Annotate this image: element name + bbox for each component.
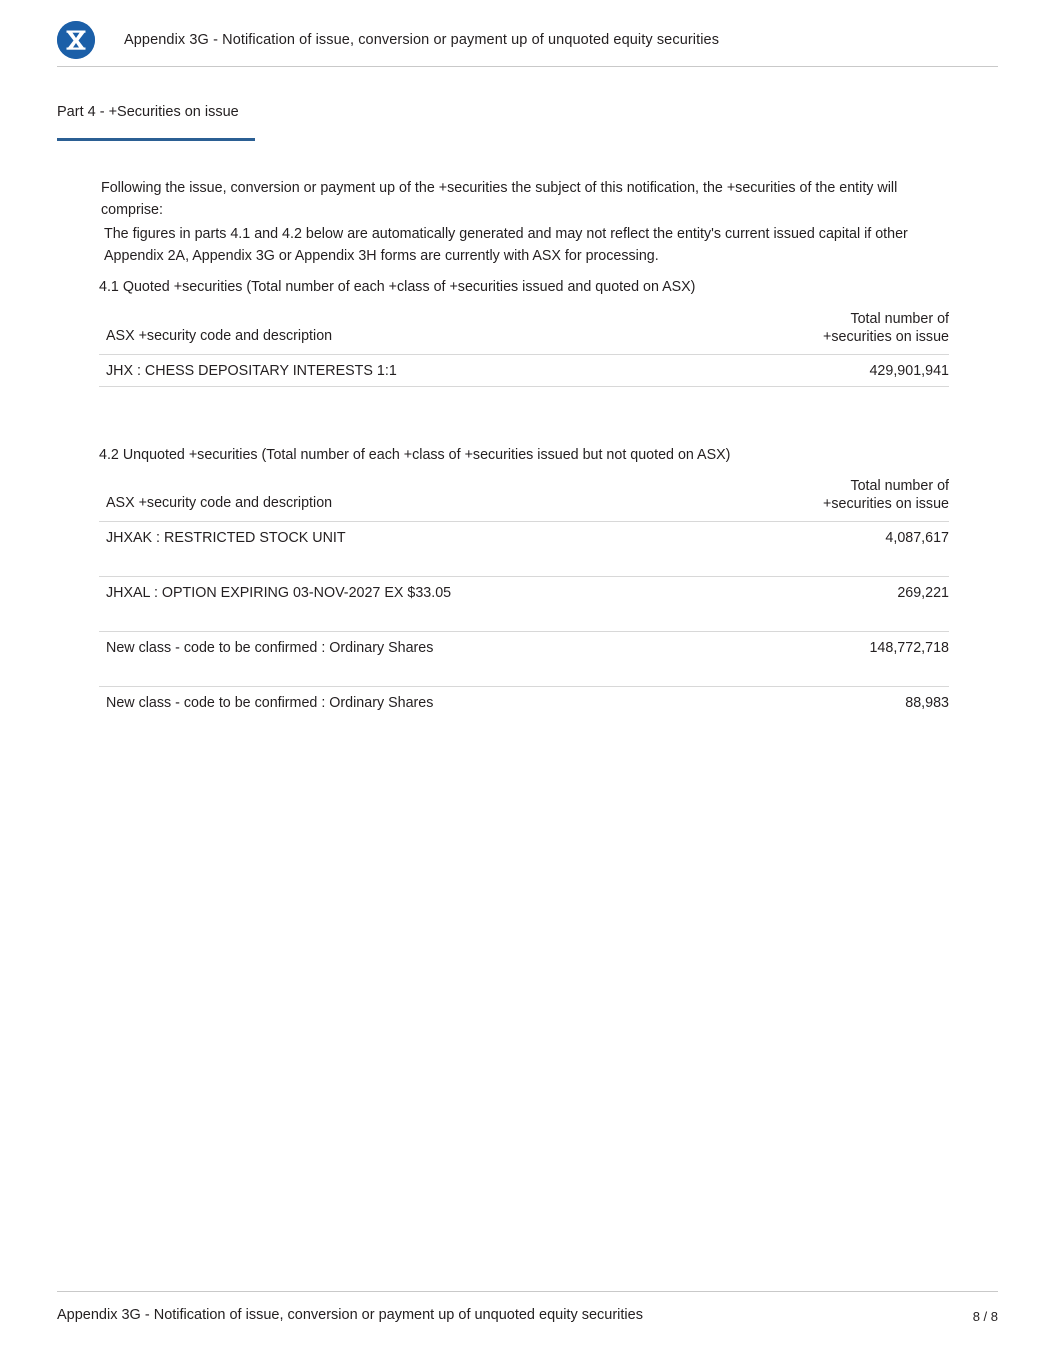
table-row [99,354,949,386]
document-header [57,14,998,66]
column-header-total-line1: Total number of [850,478,949,494]
section-heading-quoted: 4.1 Quoted +securities (Total number of each +class of +securities issued and quoted on ASX) [99,279,696,295]
asx-logo-icon [57,21,95,59]
security-description: New class - code to be confirmed : Ordinary Shares [106,640,434,656]
table-header-row [99,310,949,354]
table-row [99,631,949,663]
quoted-securities-table [99,310,949,388]
table-bottom-divider [99,386,949,388]
unquoted-securities-table [99,477,949,718]
security-description: New class - code to be confirmed : Ordinary Shares [106,695,434,711]
table-row [99,576,949,608]
footer-divider [57,1291,998,1292]
security-total: 269,221 [897,585,949,601]
column-header-description: ASX +security code and description [106,328,333,344]
header-divider [57,66,998,67]
intro-paragraph: Following the issue, conversion or payment up of the +securities the subject of this notification, the +securities of the entity will comprise: [101,180,898,218]
security-total: 88,983 [905,695,949,711]
column-header-description: ASX +security code and description [106,495,333,511]
table-header-row [99,477,949,521]
security-total: 429,901,941 [869,363,949,379]
column-header-total-line2: +securities on issue [823,496,949,512]
security-description: JHXAL : OPTION EXPIRING 03-NOV-2027 EX $33.05 [106,585,452,601]
table-row [99,521,949,553]
security-total: 148,772,718 [869,640,949,656]
page-title-underline [57,138,255,141]
footer-title: Appendix 3G - Notification of issue, conversion or payment up of unquoted equity securities [57,1307,643,1323]
column-header-total [823,477,949,513]
note-paragraph: The figures in parts 4.1 and 4.2 below are automatically generated and may not reflect the entity's current issued capital if other Appendix 2A, Appendix 3G or Appendix 3H forms are currently with ASX for processing. [104,226,908,264]
security-total: 4,087,617 [885,530,949,546]
page-number: 8 / 8 [972,1309,998,1324]
security-description: JHX : CHESS DEPOSITARY INTERESTS 1:1 [106,363,397,379]
security-description: JHXAK : RESTRICTED STOCK UNIT [106,530,346,546]
row-gap [99,663,949,686]
row-gap [99,553,949,576]
table-row [99,686,949,718]
page-title: Part 4 - +Securities on issue [57,104,239,120]
column-header-total [823,310,949,346]
section-heading-unquoted: 4.2 Unquoted +securities (Total number of each +class of +securities issued but not quoted on ASX) [99,447,731,463]
column-header-total-line1: Total number of [850,311,949,327]
header-title: Appendix 3G - Notification of issue, conversion or payment up of unquoted equity securities [124,32,720,48]
row-gap [99,608,949,631]
column-header-total-line2: +securities on issue [823,329,949,345]
